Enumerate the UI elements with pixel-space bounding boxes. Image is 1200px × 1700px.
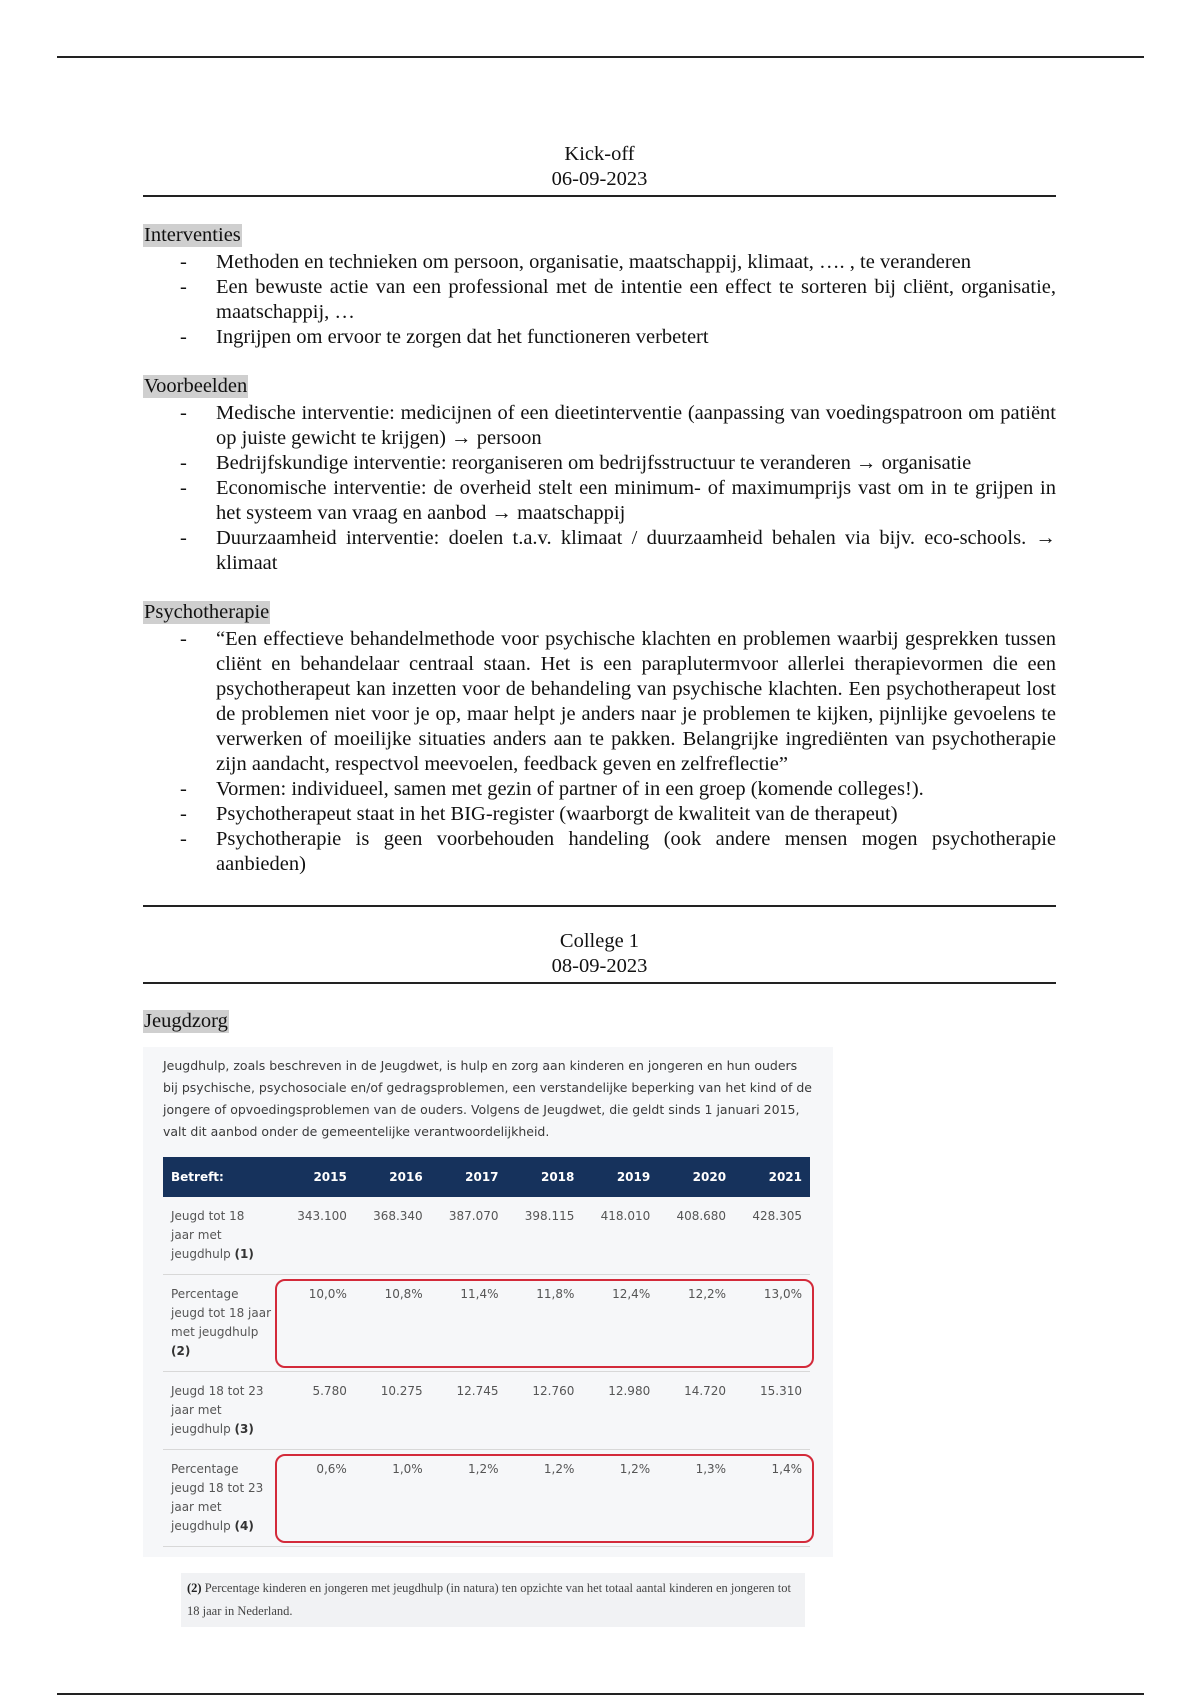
list-item: - Duurzaamheid interventie: doelen t.a.v. klimaat / duurzaamheid behalen via bijv. eco-schools. → klimaat (143, 526, 1056, 576)
row-label-text: Percentage jeugd tot 18 jaar met jeugdhulp (171, 1287, 271, 1339)
table-row (163, 1197, 810, 1275)
table-cell: 15.310 (734, 1372, 810, 1450)
table-cell: 0,6% (279, 1450, 355, 1547)
row-note: (4) (234, 1519, 254, 1533)
table-cell: 14.720 (658, 1372, 734, 1450)
row-label (163, 1275, 279, 1372)
document-body (143, 142, 1056, 1627)
list-interventies (143, 250, 1056, 350)
table-cell: 12,4% (582, 1275, 658, 1372)
table-row (163, 1372, 810, 1450)
row-label-text: Jeugd tot 18 jaar met jeugdhulp (171, 1209, 245, 1261)
list-item: - Psychotherapie is geen voorbehouden handeling (ook andere mensen mogen psychotherapie aanbieden) (143, 827, 1056, 877)
college1-divider (143, 982, 1056, 984)
page-bottom-rule (57, 1693, 1144, 1695)
heading-jeugdzorg: Jeugdzorg (144, 1010, 228, 1032)
table-header-label: Betreft: (163, 1157, 279, 1197)
table-cell: 13,0% (734, 1275, 810, 1372)
table-cell: 10.275 (355, 1372, 431, 1450)
row-label-text: Jeugd 18 tot 23 jaar met jeugdhulp (171, 1384, 264, 1436)
table-cell: 387.070 (431, 1197, 507, 1275)
table-cell: 1,3% (658, 1450, 734, 1547)
table-cell: 11,8% (507, 1275, 583, 1372)
table-cell: 12,2% (658, 1275, 734, 1372)
jeugdhulp-table-wrapper (143, 1157, 833, 1547)
kickoff-divider (143, 195, 1056, 197)
table-cell: 368.340 (355, 1197, 431, 1275)
table-row (163, 1450, 810, 1547)
row-note: (1) (234, 1247, 254, 1261)
table-cell: 1,0% (355, 1450, 431, 1547)
kickoff-date: 06-09-2023 (551, 168, 648, 190)
list-item: - Een bewuste actie van een professional met de intentie een effect te sorteren bij cliënt, organisatie, maatschappij, … (143, 275, 1056, 325)
table-cell: 12.980 (582, 1372, 658, 1450)
table-cell: 12.745 (431, 1372, 507, 1450)
table-header-year: 2021 (734, 1157, 810, 1197)
table-cell: 5.780 (279, 1372, 355, 1450)
list-item: - Economische interventie: de overheid stelt een minimum- of maximumprijs vast om in te grijpen in het systeem van vraag en aanbod → maatschappij (143, 476, 1056, 526)
jeugdhulp-table (163, 1157, 810, 1547)
row-label (163, 1197, 279, 1275)
table-header-year: 2019 (582, 1157, 658, 1197)
list-item: - Medische interventie: medicijnen of een dieetinterventie (aanpassing van voedingspatroon om patiënt op juiste gewicht te krijgen) → persoon (143, 401, 1056, 451)
college1-title: College 1 (559, 930, 640, 952)
table-header-row (163, 1157, 810, 1197)
row-label-text: Percentage jeugd 18 tot 23 jaar met jeugdhulp (171, 1462, 264, 1533)
table-header-year: 2015 (279, 1157, 355, 1197)
row-label (163, 1450, 279, 1547)
table-footnote (181, 1573, 805, 1627)
table-cell: 11,4% (431, 1275, 507, 1372)
table-cell: 1,4% (734, 1450, 810, 1547)
kickoff-title: Kick-off (564, 143, 635, 165)
table-cell: 10,8% (355, 1275, 431, 1372)
list-item: - Methoden en technieken om persoon, organisatie, maatschappij, klimaat, …. , te veranderen (143, 250, 1056, 275)
heading-interventies: Interventies (144, 224, 241, 246)
row-note: (3) (234, 1422, 254, 1436)
list-item: - Psychotherapeut staat in het BIG-register (waarborgt de kwaliteit van de therapeut) (143, 802, 1056, 827)
row-label (163, 1372, 279, 1450)
table-cell: 10,0% (279, 1275, 355, 1372)
list-voorbeelden (143, 401, 1056, 576)
table-cell: 398.115 (507, 1197, 583, 1275)
table-header-year: 2020 (658, 1157, 734, 1197)
list-psychotherapie (143, 627, 1056, 877)
table-row (163, 1275, 810, 1372)
page-top-rule (57, 56, 1144, 58)
section-divider (143, 905, 1056, 907)
heading-psychotherapie: Psychotherapie (144, 601, 270, 623)
heading-voorbeelden: Voorbeelden (144, 375, 248, 397)
college1-date: 08-09-2023 (551, 955, 648, 977)
footnote-text: Percentage kinderen en jongeren met jeugdhulp (in natura) ten opzichte van het totaal aantal kinderen en jongeren tot 18 jaar in Nederland. (187, 1581, 791, 1618)
list-item: - “Een effectieve behandelmethode voor psychische klachten en problemen waarbij gesprekken tussen cliënt en behandelaar centraal staan. Het is een paraplutermvoor allerlei therapievormen die een psychotherapeut kan inzetten voor de behandeling van psychische klachten. Een psychotherapeut lost de problemen niet voor je op, maar helpt je anders naar je problemen te kijken, pijnlijke gevoelens te verwerken of moeilijke situaties anders aan te pakken. Belangrijke ingrediënten van psychotherapie zijn aandacht, respectvol meevoelen, feedback geven en zelfreflectie” (143, 627, 1056, 777)
table-cell: 1,2% (582, 1450, 658, 1547)
table-cell: 1,2% (431, 1450, 507, 1547)
jeugdhulp-intro: Jeugdhulp, zoals beschreven in de Jeugdwet, is hulp en zorg aan kinderen en jongeren en hun ouders bij psychische, psychosociale en/of gedragsproblemen, een verstandelijke beperking van het kind of de jongere of opvoedingsproblemen van de ouders. Volgens de Jeugdwet, die geldt sinds 1 januari 2015, valt dit aanbod onder de gemeentelijke verantwoordelijkheid. (163, 1058, 812, 1139)
footnote-ref: (2) (187, 1581, 202, 1595)
table-cell: 12.760 (507, 1372, 583, 1450)
table-cell: 408.680 (658, 1197, 734, 1275)
table-header-year: 2016 (355, 1157, 431, 1197)
list-item: - Bedrijfskundige interventie: reorganiseren om bedrijfsstructuur te veranderen → organisatie (143, 451, 1056, 476)
row-note: (2) (171, 1344, 191, 1358)
table-cell: 428.305 (734, 1197, 810, 1275)
table-cell: 418.010 (582, 1197, 658, 1275)
table-header-year: 2018 (507, 1157, 583, 1197)
table-cell: 1,2% (507, 1450, 583, 1547)
list-item: - Ingrijpen om ervoor te zorgen dat het functioneren verbetert (143, 325, 1056, 350)
jeugdhulp-figure (143, 1047, 833, 1557)
list-item: - Vormen: individueel, samen met gezin of partner of in een groep (komende colleges!). (143, 777, 1056, 802)
table-header-year: 2017 (431, 1157, 507, 1197)
table-cell: 343.100 (279, 1197, 355, 1275)
